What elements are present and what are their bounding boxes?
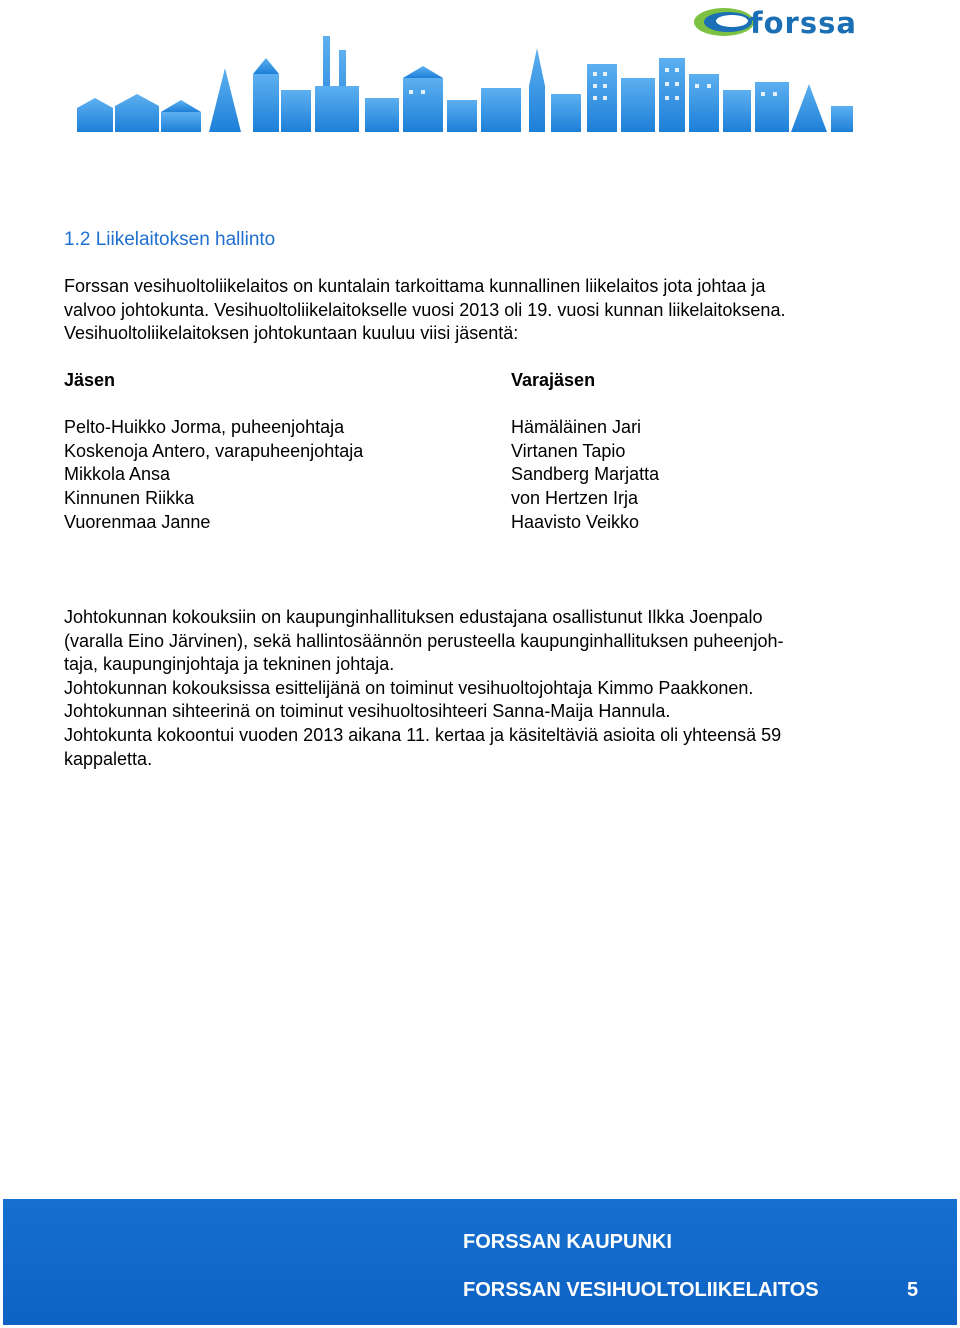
body-line: taja, kaupunginjohtaja ja tekninen johtaja. [64, 654, 395, 675]
body-line: Johtokunnan kokouksissa esittelijänä on toiminut vesihuoltojohtaja Kimmo Paakkonen. [64, 677, 754, 698]
deputy-name: Virtanen Tapio [511, 440, 626, 461]
body-line: kappaletta. [64, 748, 153, 769]
body-line: (varalla Eino Järvinen), sekä hallintosäännön perusteella kaupunginhallituksen puheenjoh- [64, 630, 784, 651]
deputy-name: Haavisto Veikko [511, 511, 640, 532]
footer-department: FORSSAN VESIHUOLTOLIIKELAITOS [463, 1279, 819, 1301]
body-line: Johtokunnan kokouksiin on kaupunginhallituksen edustajana osallistunut Ilkka Joenpalo [64, 607, 763, 627]
page-number: 5 [907, 1279, 919, 1301]
member-name: Kinnunen Riikka [64, 488, 195, 509]
body-line: Johtokunnan sihteerinä on toiminut vesihuoltosihteeri Sanna-Maija Hannula. [64, 701, 671, 722]
deputy-name: Hämäläinen Jari [511, 417, 642, 437]
page-footer [3, 1199, 957, 1325]
member-name: Pelto-Huikko Jorma, puheenjohtaja [64, 417, 345, 437]
footer-organization: FORSSAN KAUPUNKI [463, 1231, 672, 1253]
member-column-header: Jäsen [64, 370, 116, 390]
member-name: Vuorenmaa Janne [64, 511, 211, 532]
member-list [64, 416, 363, 535]
intro-line: Forssan vesihuoltoliikelaitos on kuntalain tarkoittama kunnallinen liikelaitos jota johtaa ja [64, 276, 766, 296]
intro-line: Vesihuoltoliikelaitoksen johtokuntaan kuuluu viisi jäsentä: [64, 323, 519, 343]
deputy-column-header: Varajäsen [511, 370, 596, 390]
body-line: Johtokunta kokoontui vuoden 2013 aikana 11. kertaa ja käsiteltäviä asioita oli yhteensä 59 [64, 724, 782, 745]
deputy-name: Sandberg Marjatta [511, 464, 660, 485]
section-title: 1.2 Liikelaitoksen hallinto [64, 229, 276, 250]
intro-paragraph [64, 275, 904, 346]
deputy-name: von Hertzen Irja [511, 488, 639, 509]
deputy-list [511, 416, 659, 535]
member-name: Mikkola Ansa [64, 464, 171, 485]
member-name: Koskenoja Antero, varapuheenjohtaja [64, 440, 364, 461]
intro-line: valvoo johtokunta. Vesihuoltoliikelaitokselle vuosi 2013 oli 19. vuosi kunnan liikelaitoksena. [64, 299, 786, 320]
board-meetings-paragraph [64, 606, 904, 771]
logo-wordmark: forssa [750, 6, 857, 40]
